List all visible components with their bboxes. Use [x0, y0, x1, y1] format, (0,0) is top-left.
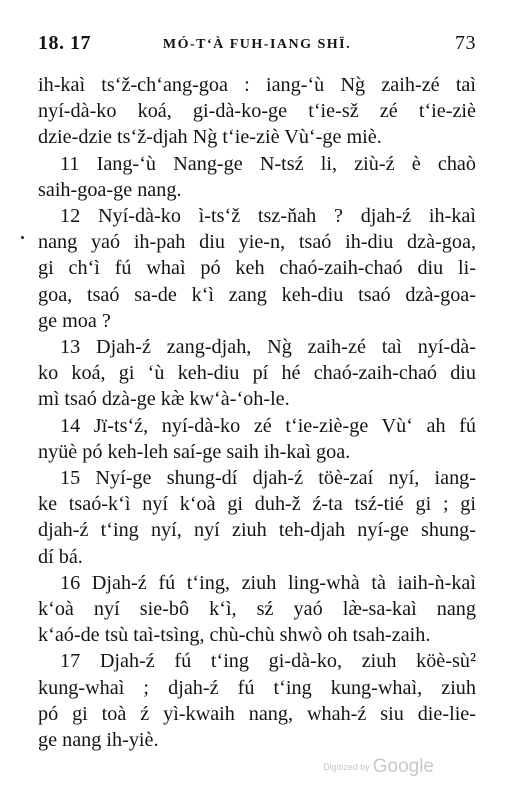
- text-line: 16 Djah-ź fú t‘ing, ziuh ling-whà tà iaih-ǹ-kaì: [60, 571, 476, 594]
- text-line: ko koá, gi ‘ù keh-diu pí hé chaó-zaih-chaó diu: [38, 362, 476, 385]
- text-line: dí bá.: [38, 545, 83, 568]
- text-line: kung-whaì ; djah-ź fú t‘ing kung-whaì, ziuh: [38, 676, 476, 699]
- text-line: goa, tsaó sa-de k‘ì zang keh-diu tsaó dzà-goa-: [38, 283, 476, 306]
- verse-paragraph: [38, 465, 476, 570]
- text-line: nyí-dà-ko koá, gi-dà-ko-ge t‘ie-sž zé t‘ie-ziè: [38, 100, 476, 123]
- text-line: ih-kaì ts‘ž-ch‘ang-goa : iang-‘ù Ng̀ zaih-zé taì: [38, 74, 476, 96]
- text-line: ke tsaó-k‘ì nyí k‘oà gi duh-ž ź-ta tsź-tié gi ; gi: [38, 493, 476, 516]
- text-line: djah-ź t‘ing nyí, nyí ziuh teh-djah nyí-ge shung-: [38, 519, 476, 542]
- text-line: nang yaó ih-pah diu yie-n, tsaó ih-diu dzà-goa,: [38, 231, 476, 254]
- verse-paragraph: [38, 648, 476, 753]
- book-title: MÓ-T‘À FUH-IANG SHÏ.: [162, 37, 352, 52]
- text-line: 17 Djah-ź fú t‘ing gi-dà-ko, ziuh köè-sù²: [60, 650, 476, 673]
- verse-paragraph: [38, 151, 476, 203]
- running-header: [38, 32, 476, 58]
- text-line: dzie-dzie ts‘ž-djah Ng̀ t‘ie-ziè Vù‘-ge miè.: [38, 126, 382, 149]
- page-body-text: [38, 72, 476, 753]
- text-line: 14 Jï-ts‘ź, nyí-dà-ko zé t‘ie-ziè-ge Vù‘ ah fú: [60, 414, 476, 437]
- verse-paragraph: [38, 203, 476, 334]
- continuation-paragraph: [38, 72, 476, 151]
- google-logo: Google: [372, 756, 434, 777]
- verse-paragraph: [38, 570, 476, 649]
- chapter-verse-ref: 18. 17: [38, 32, 91, 54]
- text-line: gi ch‘ì fú whaì pó keh chaó-zaih-chaó diu li-: [38, 257, 476, 280]
- page-number: 73: [455, 32, 476, 54]
- text-line: 12 Nyí-dà-ko ì-ts‘ž tsz-ňah ? djah-ź ih-kaì: [60, 205, 476, 228]
- watermark-caption: Digitized by: [323, 762, 370, 772]
- text-line: nyüè pó keh-leh saí-ge saih ih-kaì goa.: [38, 440, 351, 463]
- text-line: k‘aó-de tsù taì-tsìng, chù-chù shwò oh tsah-zaih.: [38, 624, 431, 647]
- text-line: ge moa ?: [38, 309, 111, 332]
- ink-speck: [21, 236, 24, 239]
- text-line: ge nang ih-yiè.: [38, 729, 159, 752]
- text-line: mì tsaó dzà-ge kæ̀ kw‘à-‘oh-le.: [38, 388, 290, 411]
- text-line: 13 Djah-ź zang-djah, Ng̀ zaih-zé taì nyí-dà-: [60, 336, 476, 359]
- digitized-watermark: [323, 756, 434, 778]
- text-line: k‘oà nyí sie-bô k‘ì, sź yaó læ̀-sa-kaì nang: [38, 598, 476, 621]
- text-line: pó gi toà ź yì-kwaih nang, whah-ź siu die-lie-: [38, 702, 476, 725]
- text-line: saih-goa-ge nang.: [38, 178, 182, 201]
- text-line: 11 Iang-‘ù Nang-ge N-tsź li, ziù-ź è chaò: [60, 152, 476, 175]
- verse-paragraph: [38, 413, 476, 465]
- verse-paragraph: [38, 334, 476, 413]
- text-line: 15 Nyí-ge shung-dí djah-ź töè-zaí nyí, iang-: [60, 467, 476, 490]
